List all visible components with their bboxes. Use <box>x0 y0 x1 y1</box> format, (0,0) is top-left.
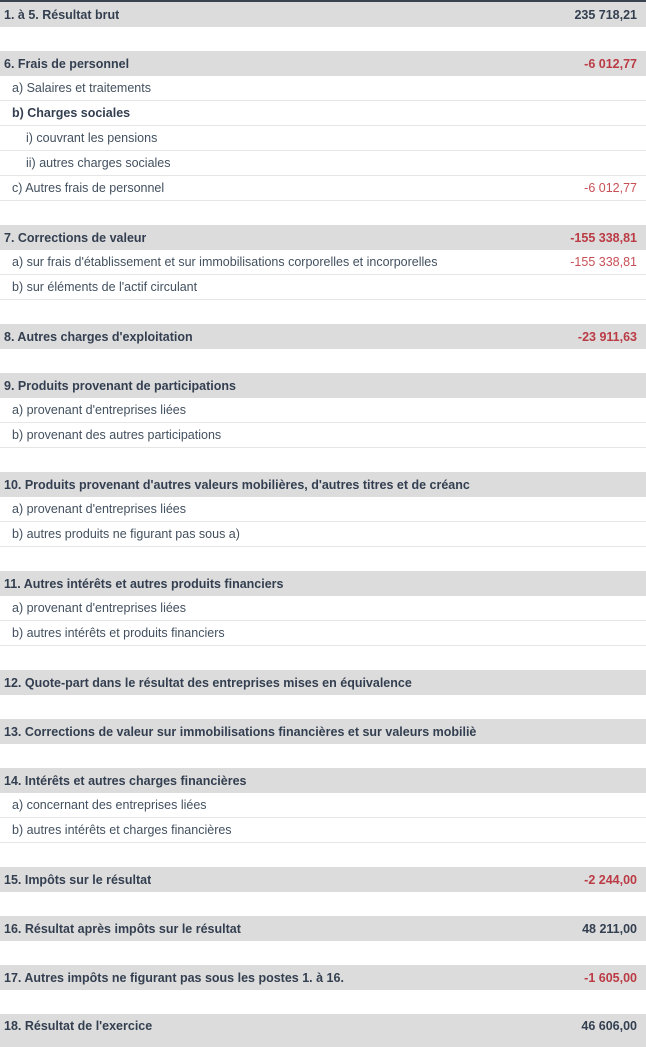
spacer-row <box>0 843 646 867</box>
spacer-row <box>0 695 646 719</box>
row-label: 6. Frais de personnel <box>4 56 130 71</box>
row-label: a) provenant d'entreprises liées <box>12 601 187 615</box>
row-label: 16. Résultat après impôts sur le résultat <box>4 921 241 936</box>
table-row <box>0 596 646 621</box>
table-row <box>0 472 646 497</box>
table-row <box>0 275 646 300</box>
table-row <box>0 916 646 941</box>
spacer-row <box>0 300 646 324</box>
table-row <box>0 176 646 201</box>
row-label: b) autres intérêts et produits financiers <box>12 626 225 640</box>
table-row <box>0 423 646 448</box>
row-label: 17. Autres impôts ne figurant pas sous les postes 1. à 16. <box>4 970 344 985</box>
row-label: 15. Impôts sur le résultat <box>4 872 152 887</box>
row-label: 11. Autres intérêts et autres produits financiers <box>4 576 284 591</box>
spacer-row <box>0 547 646 571</box>
table-row <box>0 719 646 744</box>
spacer-row <box>0 941 646 965</box>
row-label: b) sur éléments de l'actif circulant <box>12 280 198 294</box>
row-label: 7. Corrections de valeur <box>4 230 147 245</box>
spacer-row <box>0 744 646 768</box>
row-value: -6 012,77 <box>584 56 637 71</box>
spacer-row <box>0 646 646 670</box>
row-value: -6 012,77 <box>584 181 637 195</box>
spacer-row <box>0 349 646 373</box>
table-row <box>0 151 646 176</box>
table-row <box>0 324 646 349</box>
row-label: 13. Corrections de valeur sur immobilisations financières et sur valeurs mobiliè <box>4 724 477 739</box>
table-row <box>0 497 646 522</box>
row-label: ii) autres charges sociales <box>26 156 171 170</box>
spacer-row <box>0 448 646 472</box>
table-row <box>0 571 646 596</box>
row-label: a) provenant d'entreprises liées <box>12 403 187 417</box>
table-row <box>0 225 646 250</box>
statement-table <box>0 2 646 1047</box>
table-row <box>0 398 646 423</box>
table-row <box>0 250 646 275</box>
table-row <box>0 621 646 646</box>
table-row <box>0 1014 646 1047</box>
row-label: 12. Quote-part dans le résultat des entreprises mises en équivalence <box>4 675 412 690</box>
table-row <box>0 818 646 843</box>
row-label: b) Charges sociales <box>12 106 131 120</box>
table-row <box>0 76 646 101</box>
table-row <box>0 101 646 126</box>
table-row <box>0 126 646 151</box>
row-value: -155 338,81 <box>570 230 637 245</box>
row-value: -23 911,63 <box>577 329 637 344</box>
row-label: a) Salaires et traitements <box>12 81 151 95</box>
row-value: -1 605,00 <box>584 970 637 985</box>
spacer-row <box>0 990 646 1014</box>
row-label: b) provenant des autres participations <box>12 428 222 442</box>
row-label: c) Autres frais de personnel <box>12 181 165 195</box>
table-row <box>0 793 646 818</box>
row-label: a) provenant d'entreprises liées <box>12 502 187 516</box>
table-row <box>0 522 646 547</box>
table-row <box>0 867 646 892</box>
table-row <box>0 670 646 695</box>
row-value: -155 338,81 <box>570 255 637 269</box>
row-label: 9. Produits provenant de participations <box>4 378 236 393</box>
spacer-row <box>0 892 646 916</box>
row-label: i) couvrant les pensions <box>26 131 158 145</box>
spacer-row <box>0 27 646 51</box>
row-label: b) autres produits ne figurant pas sous a) <box>12 527 240 541</box>
spacer-row <box>0 201 646 225</box>
row-label: 14. Intérêts et autres charges financières <box>4 773 247 788</box>
row-value: 46 606,00 <box>581 1019 637 1033</box>
row-label: a) concernant des entreprises liées <box>12 798 207 812</box>
row-label: 8. Autres charges d'exploitation <box>4 329 193 344</box>
table-row <box>0 51 646 76</box>
row-label: 18. Résultat de l'exercice <box>4 1019 153 1033</box>
table-row <box>0 2 646 27</box>
row-value: -2 244,00 <box>584 872 637 887</box>
row-value: 48 211,00 <box>582 921 637 936</box>
row-value: 235 718,21 <box>574 7 637 22</box>
row-label: a) sur frais d'établissement et sur immobilisations corporelles et incorporelles <box>12 255 438 269</box>
table-row <box>0 768 646 793</box>
row-label: 10. Produits provenant d'autres valeurs mobilières, d'autres titres et de créanc <box>4 477 470 492</box>
row-label: b) autres intérêts et charges financières <box>12 823 232 837</box>
table-row <box>0 373 646 398</box>
row-label: 1. à 5. Résultat brut <box>4 7 120 22</box>
table-row <box>0 965 646 990</box>
